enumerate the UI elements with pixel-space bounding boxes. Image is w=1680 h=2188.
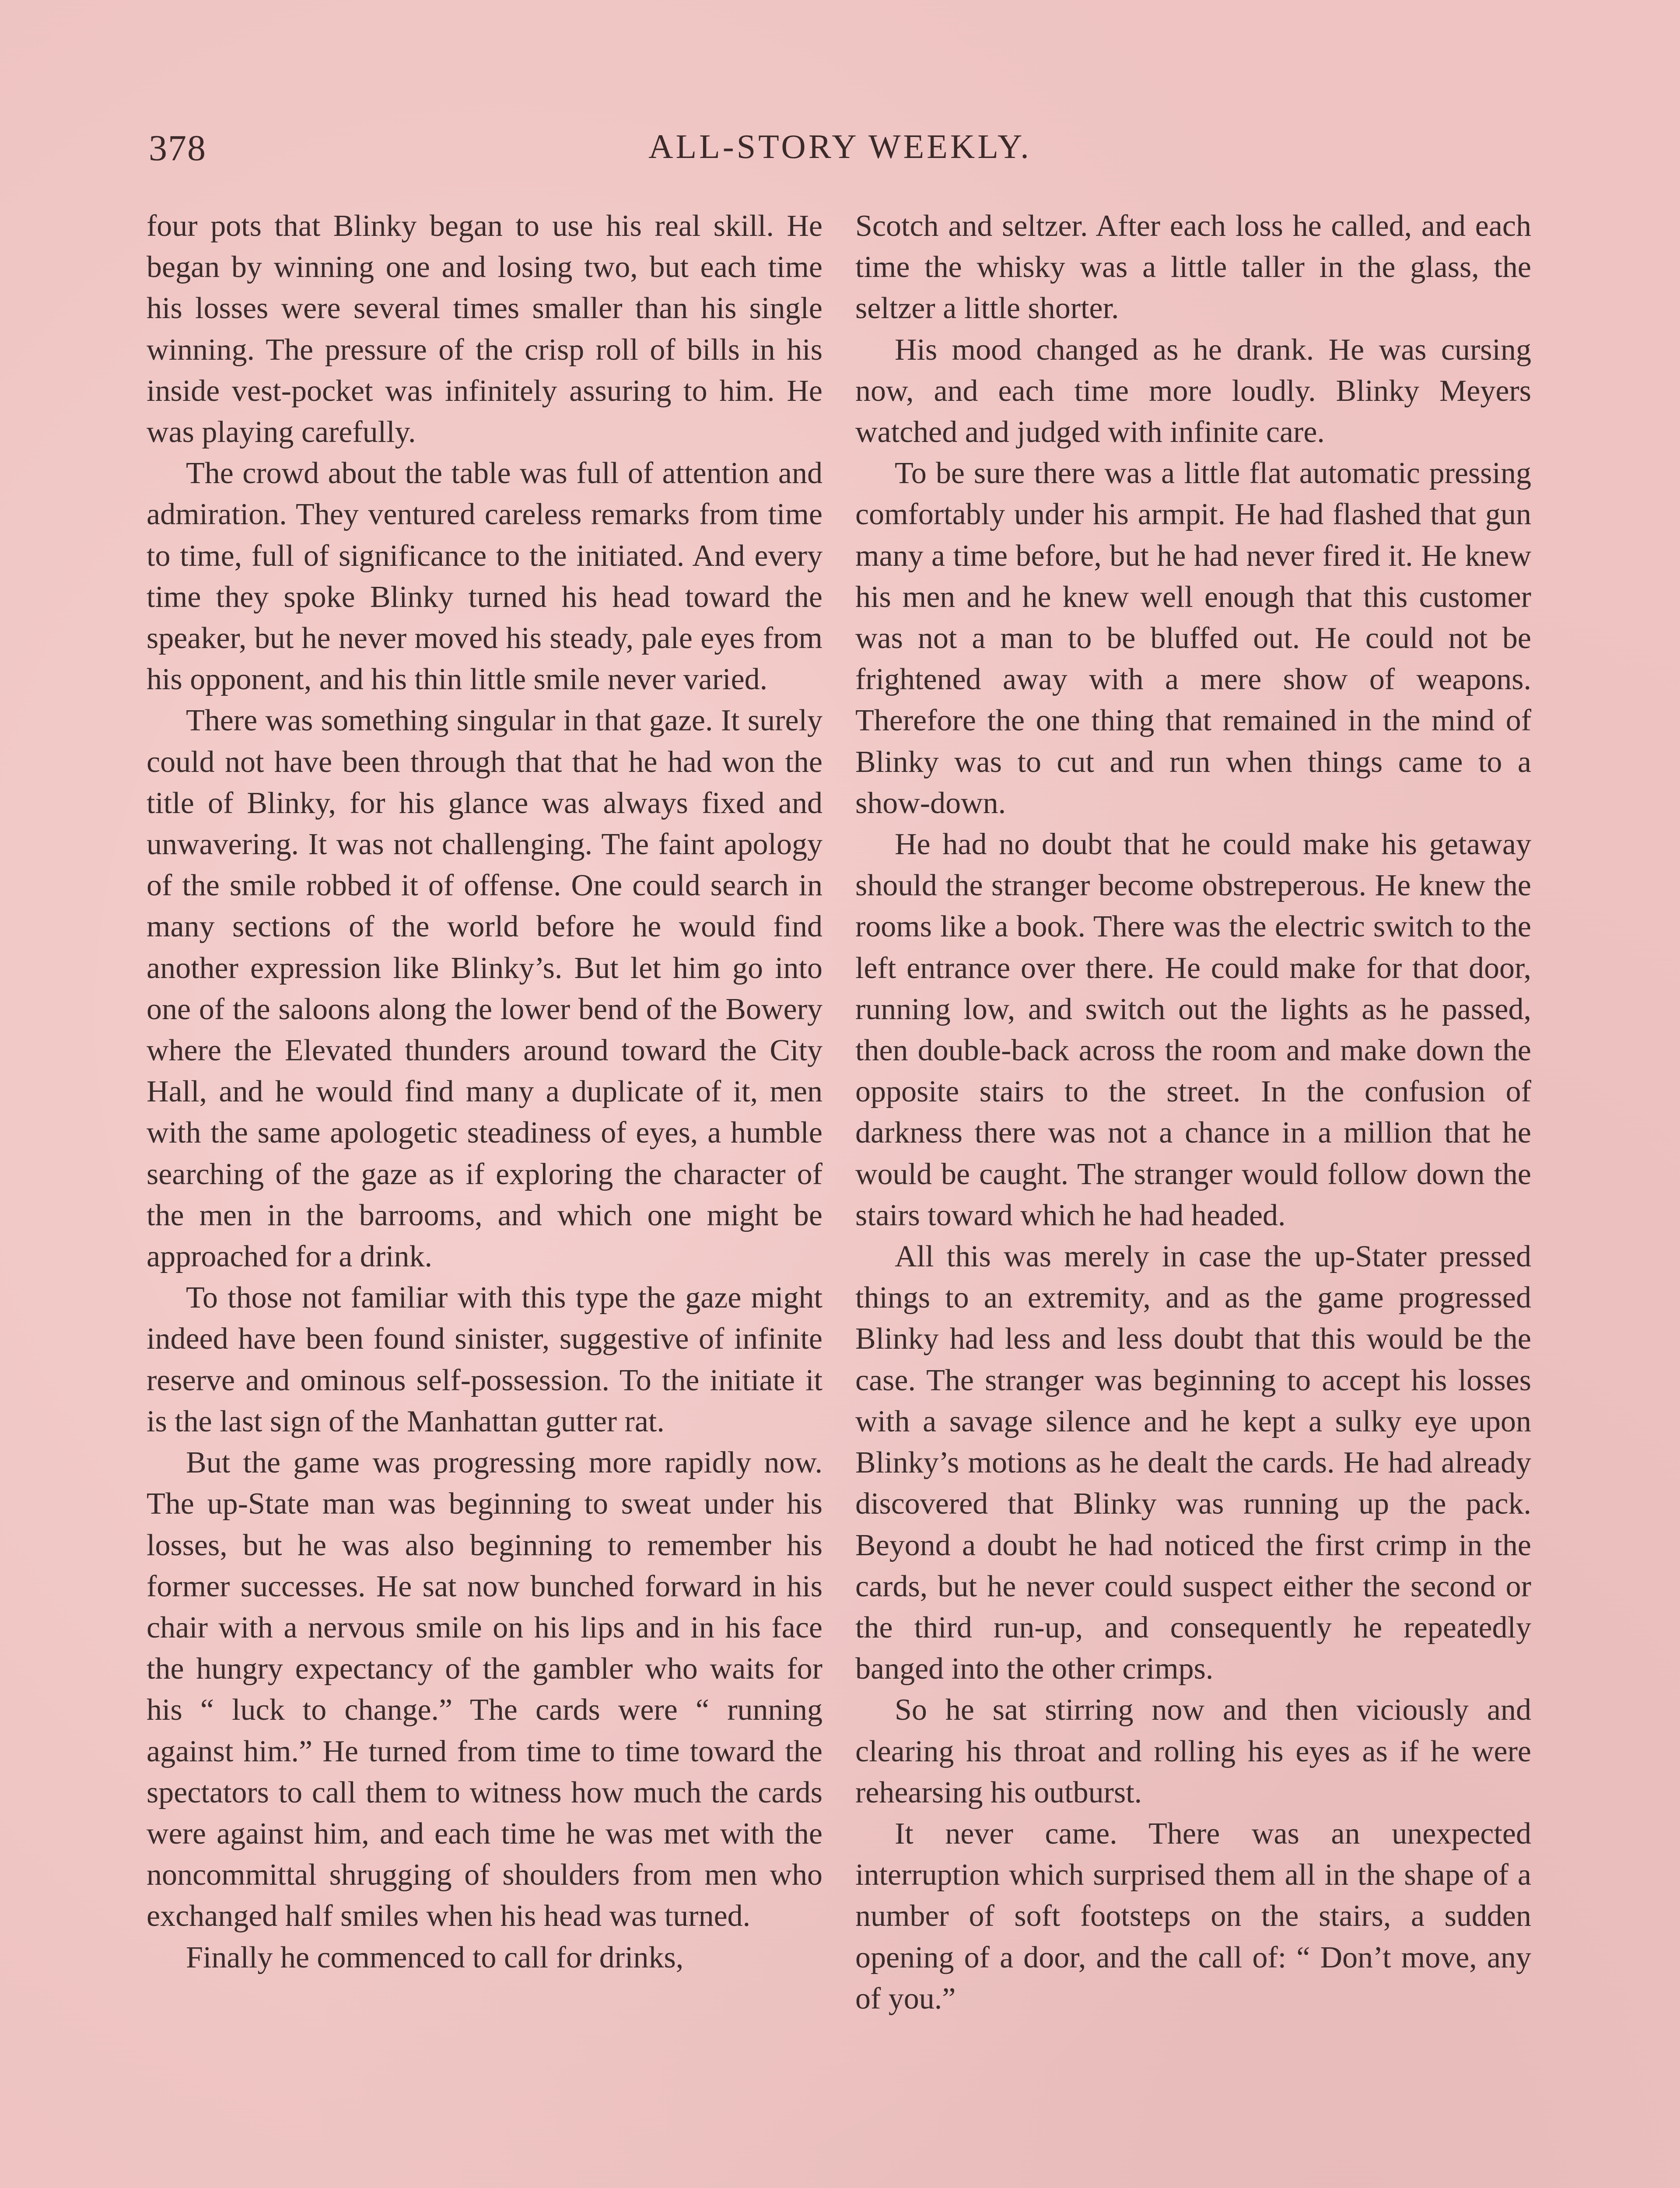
- paragraph: He had no doubt that he could make his getaway should the stranger become obstreperous. He knew the rooms like a book. There was the electric switch to the left entrance over there. He could make for that door, running low, and switch out the lights as he passed, then double-back across the room and make down the opposite stairs to the street. In the confusion of darkness there was not a chance in a million that he would be caught. The stranger would follow down the stairs toward which he had headed.: [855, 828, 1531, 1232]
- right-column: [855, 206, 1531, 2188]
- paragraph: four pots that Blinky began to use his real skill. He began by winning one and losing two, but each time his losses were several times smaller than his single winning. The pressure of the crisp roll of bills in his inside vest-pocket was infinitely assuring to him. He was playing carefully.: [147, 209, 822, 449]
- paragraph: There was something singular in that gaze. It surely could not have been through that that he had won the title of Blinky, for his glance was always fixed and unwavering. It was not challenging. The faint apology of the smile robbed it of offense. One could search in many sections of the world before he would find another expression like Blinky’s. But let him go into one of the saloons along the lower bend of the Bowery where the Elevated thunders around toward the City Hall, and he would find many a duplicate of it, men with the same apologetic steadiness of eyes, a humble searching of the gaze as if exploring the character of the men in the barrooms, and which one might be approached for a drink.: [147, 704, 822, 1274]
- running-head: ALL-STORY WEEKLY.: [648, 127, 1032, 165]
- paragraph: Finally he commenced to call for drinks,: [186, 1940, 684, 1974]
- page-number: 378: [149, 128, 206, 168]
- paragraph: To be sure there was a little flat automatic pressing comfortably under his armpit. He had flashed that gun many a time before, but he had never fired it. He knew his men and he knew well enough that this customer was not a man to be bluffed out. He could not be frightened away with a mere show of weapons. Therefore the one thing that remained in the mind of Blinky was to cut and run when things came to a show-down.: [855, 456, 1531, 820]
- paragraph: But the game was progressing more rapidly now. The up-State man was beginning to sweat under his losses, but he was also beginning to remember his former successes. He sat now bunched forward in his chair with a nervous smile on his lips and in his face the hungry expectancy of the gambler who waits for his “ luck to change.” The cards were “ running against him.” He turned from time to time toward the spectators to call them to witness how much the cards were against him, and each time he was met with the noncommittal shrugging of shoulders from men who exchanged half smiles when his head was turned.: [147, 1446, 822, 1933]
- paragraph: His mood changed as he drank. He was cursing now, and each time more loudly. Blinky Meyers watched and judged with infinite care.: [855, 333, 1531, 449]
- page-header: [149, 127, 1531, 179]
- paragraph: The crowd about the table was full of attention and admiration. They ventured careless remarks from time to time, full of significance to the initiated. And every time they spoke Blinky turned his head toward the speaker, but he never moved his steady, pale eyes from his opponent, and his thin little smile never varied.: [147, 456, 822, 697]
- paragraph: All this was merely in case the up-Stater pressed things to an extremity, and as the game progressed Blinky had less and less doubt that this would be the case. The stranger was beginning to accept his losses with a savage silence and he kept a sulky eye upon Blinky’s motions as he dealt the cards. He had already discovered that Blinky was running up the pack. Beyond a doubt he had noticed the first crimp in the cards, but he never could suspect either the second or the third run-up, and consequently he repeatedly banged into the other crimps.: [855, 1240, 1531, 1686]
- left-column: [147, 206, 822, 2188]
- paragraph: Scotch and seltzer. After each loss he called, and each time the whisky was a little taller in the glass, the seltzer a little shorter.: [855, 209, 1531, 326]
- paragraph: To those not familiar with this type the gaze might indeed have been found sinister, suggestive of infinite reserve and ominous self-possession. To the initiate it is the last sign of the Manhattan gutter rat.: [147, 1281, 822, 1438]
- paragraph: So he sat stirring now and then viciously and clearing his throat and rolling his eyes as if he were rehearsing his outburst.: [855, 1693, 1531, 1809]
- paragraph: It never came. There was an unexpected interruption which surprised them all in the shape of a number of soft footsteps on the stairs, a sudden opening of a door, and the call of: “ Don’t move, any of you.”: [855, 1816, 1531, 2016]
